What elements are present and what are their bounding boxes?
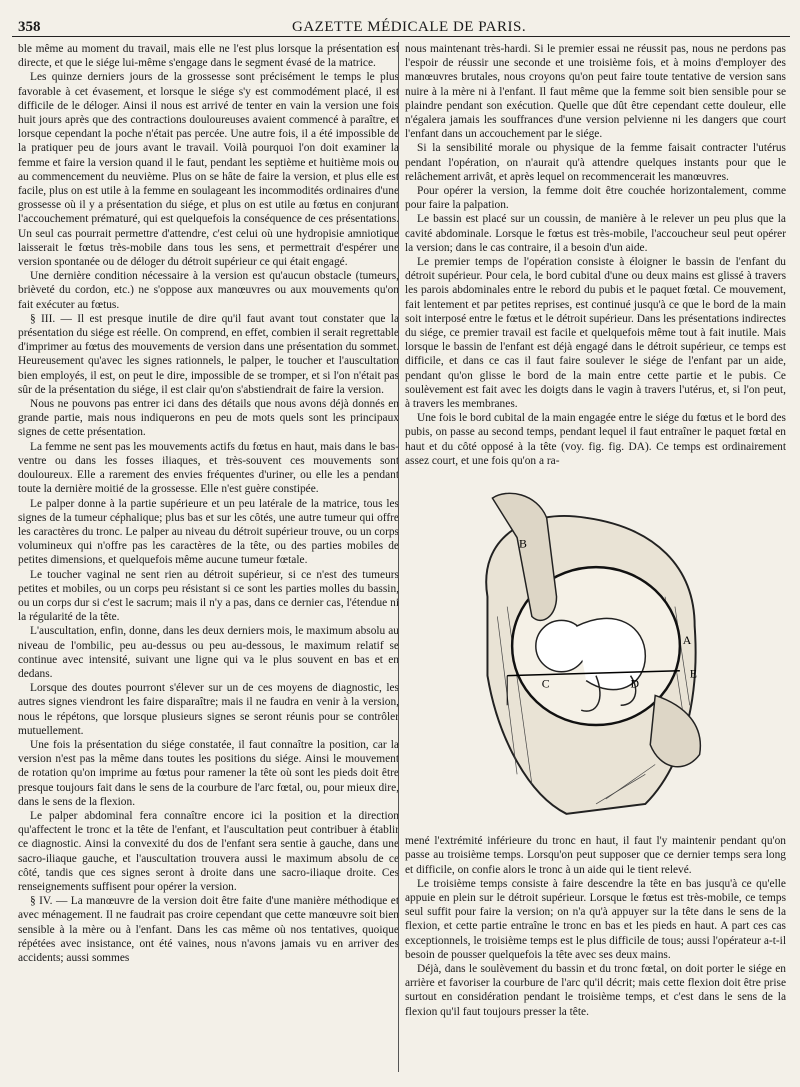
paragraph: Le palper abdominal fera connaître encore ici la position et la direction qu'affectent le tronc et la tête de l'enfant, et l'auscultation peut contribuer à établir ce diagnostic. Ainsi la convexité du dos de l'enfant sera sentie à gauche, dans une sacro-iliaque gauche, et l'auscultation trouvera aussi le maximum absolu de ce côté, tandis que ces signes seront à droite dans une sacro-iliaque droite. Ces renseignements suffisent pour opérer la version. bbox=[18, 809, 399, 893]
paragraph: Les quinze derniers jours de la grossesse sont précisément le temps le plus favorable à cet évasement, et lorsque le siége s'y est commodément placé, il est difficile de le déloger. Ainsi il nous est arrivé de tenter en vain la version une fois huit jours après que des contractions douloureuses avaient commencé à paraître, et lorsque cependant la poche n'était pas percée. Une autre fois, il a été impossible de la pratiquer peu de jours avant le travail. Voilà pourquoi l'on doit examiner la femme et faire la version quand il le faut, pendant les septième et huitième mois ou au commencement du neuvième. Plus on se hâte de faire la version, et plus elle est facile, plus on est utile à la femme en soulageant les incommodités ordinaires d'une grossesse où il y a présentation du siége, et plus on est utile au fœtus en conjurant l'accouchement prématuré, qui est quelquefois la conséquence de ces présentations. Un seul cas pourrait permettre d'attendre, c'est celui où une hydropisie amniotique laisserait le fœtus très-mobile dans tous les sens, et permettrait d'espérer une version spontanée ou de déloger du détroit supérieur ce qui était engagé. bbox=[18, 71, 399, 269]
paragraph: § IV. — La manœuvre de la version doit être faite d'une manière méthodique et avec ménagement. Il ne faudrait pas croire cependant que cette manœuvre soit bien sensible à la mère ou à l'enfant. Dans les cas même où nos tentatives, quoique répétées avec insistance, ont été vaines, nous n'avons jamais vu en arriver des accidents; aussi sommes bbox=[18, 895, 399, 964]
paragraph: § III. — Il est presque inutile de dire qu'il faut avant tout constater que la présentation du siége est réelle. On comprend, en effet, combien il serait regrettable d'imprimer au fœtus des mouvements de version dans une présentation du sommet. Heureusement qu'avec les signes rationnels, le palper, le toucher et l'auscultation bien employés, il est, on peut le dire, impossible de se tromper, et si l'on n'était pas sûr de la présentation du siége, il est clair qu'on s'abstiendrait de faire la version. bbox=[18, 312, 399, 396]
right-column-top-text bbox=[405, 42, 786, 468]
figure-label-c: C bbox=[541, 676, 550, 691]
paragraph: Une fois le bord cubital de la main engagée entre le siége du fœtus et le bord des pubis, on passe au second temps, pendant lequel il faut entraîner le paquet fœtal en haut et du côté opposé à la tête (voy. fig. fig. DA). Ce temps est ordinairement assez court, et une fois qu'on a ra- bbox=[405, 412, 786, 467]
paragraph: Déjà, dans le soulèvement du bassin et du tronc fœtal, on doit porter le siége en arrière et favoriser la courbure de l'arc qu'il décrit; mais cette flexion doit être prise surtout en considération pendant le troisième temps, et c'est dans le sens de la flexion qu'il faut toujours presser la tête. bbox=[405, 962, 786, 1018]
figure-label-a: A bbox=[682, 633, 691, 648]
figure-label-d: D bbox=[630, 676, 639, 691]
paragraph: nous maintenant très-hardi. Si le premier essai ne réussit pas, nous ne perdons pas l'espoir de réussir une seconde et une troisième fois, et à moins d'employer des manœuvres brutales, nous croyons qu'on peut faire toute tentative de version sans nuire à la mère ni à l'enfant. Il faut même que la femme soit bien sensible pour se plaindre pendant son exécution. Quelle que dût être cependant cette douleur, elle n'égalera jamais les souffrances d'une version pelvienne ni les dangers que court l'enfant dans un accouchement par le siége. bbox=[405, 43, 786, 141]
paragraph: mené l'extrémité inférieure du tronc en haut, il faut l'y maintenir pendant qu'on passe au troisième temps. Lorsqu'on peut supposer que ce dernier temps sera long et difficile, on confie alors le tronc à un aide qui le tient relevé. bbox=[405, 835, 786, 876]
figure-engraving bbox=[448, 476, 744, 828]
paragraph: Le troisième temps consiste à faire descendre la tête en bas jusqu'à ce qu'elle appuie en plein sur le détroit supérieur. Lorsque le fœtus est très-mobile, ce temps seul suffit pour faire la version; on n'a qu'à appuyer sur la tête dans le sens de la flexion, et cette partie entraîne le tronc en bas et les pieds en haut. A part ces cas exceptionnels, le troisième temps est le plus difficile de tous; aussi l'opérateur a-t-il besoin de pousser quelquefois la tête avec ses deux mains. bbox=[405, 877, 786, 961]
journal-title: GAZETTE MÉDICALE DE PARIS. bbox=[292, 19, 527, 35]
paragraph: Le palper donne à la partie supérieure et un peu latérale de la matrice, tous les signes de la tumeur céphalique; plus bas et sur les côtés, une autre tumeur qui offre les caractères du tronc. Le palper au niveau du détroit supérieur trouve, ou un corps volumineux qui n'offre pas les caractères de la tête, ou des parties mobiles de petites dimensions, et quelquefois même aucune tumeur fœtale. bbox=[18, 497, 399, 567]
right-column bbox=[405, 42, 786, 1019]
paragraph: Le premier temps de l'opération consiste à éloigner le bassin de l'enfant du détroit supérieur. Pour cela, le bord cubital d'une ou deux mains est glissé à travers les parois abdominales entre le rebord du pubis et le paquet fœtal. Ce mouvement, fait lentement et par petites reprises, est continué jusqu'à ce que le bord de la main soit interposé entre le fœtus et le détroit supérieur. Dans les présentations indirectes du siége, ce premier travail est facile et quelquefois même tout à fait inutile. Mais lorsque le bassin de l'enfant est déjà engagé dans le détroit supérieur, ce temps est difficile, et dans ce cas il faut faire soulever le siége de l'enfant par un aide, pendant qu'on glisse le bord de la main entre cette partie et le pubis. Ce soulèvement est fait avec les doigts dans le vagin à travers l'utérus, et, si l'on peut, à travers les membranes. bbox=[405, 256, 786, 411]
left-column bbox=[18, 42, 399, 965]
paragraph: Nous ne pouvons pas entrer ici dans des détails que nous avons déjà donnés en grande partie, mais nous indiquerons en peu de mots quels sont les principaux signes de cette présentation. bbox=[18, 398, 399, 439]
paragraph: La femme ne sent pas les mouvements actifs du fœtus en haut, mais dans le bas-ventre ou dans les fosses iliaques, et très-souvent ces mouvements sont douloureux. Elle a rarement des envies fréquentes d'uriner, ou elle les a pendant toute la dernière moitié de la grossesse. Elle n'est guère constipée. bbox=[18, 440, 399, 496]
figure-label-b: B bbox=[518, 536, 527, 551]
paragraph: Pour opérer la version, la femme doit être couchée horizontalement, comme pour faire la palpation. bbox=[405, 185, 786, 212]
figure-label-e: E bbox=[689, 666, 697, 681]
obstetric-version-figure bbox=[448, 476, 744, 828]
paragraph: Une fois la présentation du siége constatée, il faut connaître la position, car la version n'est pas la même dans toutes les positions du siége. Ainsi le mouvement de rotation qu'on imprime au fœtus pour ramener la tête où sont les pieds doit être presque toujours fait dans le sens de la courbure de l'arc fœtal, ou, pour mieux dire, dans le sens de la flexion. bbox=[18, 738, 399, 808]
paragraph: Si la sensibilité morale ou physique de la femme faisait contracter l'utérus pendant l'opération, on n'aurait qu'à attendre quelques instants pour que le relâchement arrivât, et après lequel on recommencerait les manœuvres. bbox=[405, 142, 786, 183]
paragraph: Le bassin est placé sur un coussin, de manière à le relever un peu plus que la cavité abdominale. Lorsque le fœtus est très-mobile, l'accoucheur seul peut opérer la version; dans le cas contraire, il a besoin d'un aide. bbox=[405, 213, 786, 254]
hand-lower bbox=[650, 696, 700, 767]
paragraph: Le toucher vaginal ne sent rien au détroit supérieur, si ce n'est des tumeurs petites et mobiles, ou un corps peu résistant si ce sont les parties molles du bassin, ou un corps dur si c'est le sacrum; mais il n'y a pas, dans ce dernier cas, l'étendue ni la régularité de la tête. bbox=[18, 568, 399, 624]
paragraph: Une dernière condition nécessaire à la version est qu'aucun obstacle (tumeurs, brièveté du cordon, etc.) ne s'oppose aux manœuvres ou aux mouvements qu'on fait exécuter au fœtus. bbox=[18, 270, 399, 311]
page-number: 358 bbox=[18, 19, 41, 35]
running-header bbox=[12, 12, 790, 37]
column-divider bbox=[398, 42, 399, 1072]
paragraph: ble même au moment du travail, mais elle ne l'est plus lorsque la présentation est directe, et que le siége lui-même s'engage dans le segment évasé de la matrice. bbox=[18, 43, 399, 70]
right-column-bottom-text bbox=[405, 834, 786, 1019]
paragraph: Lorsque des doutes pourront s'élever sur un de ces moyens de diagnostic, les autres signes viendront les faire disparaître; mais il ne faudra en venir à la version, nous le répétons, que lorsque plusieurs signes se seront réunis pour se contrôler mutuellement. bbox=[18, 682, 399, 737]
paragraph: L'auscultation, enfin, donne, dans les deux derniers mois, le maximum absolu au niveau de l'ombilic, peu au-dessus ou peu au-dessous, le maximum relatif se continue avec intensité, suivant une ligne qui va le plus souvent en bas et en dedans. bbox=[18, 625, 399, 680]
